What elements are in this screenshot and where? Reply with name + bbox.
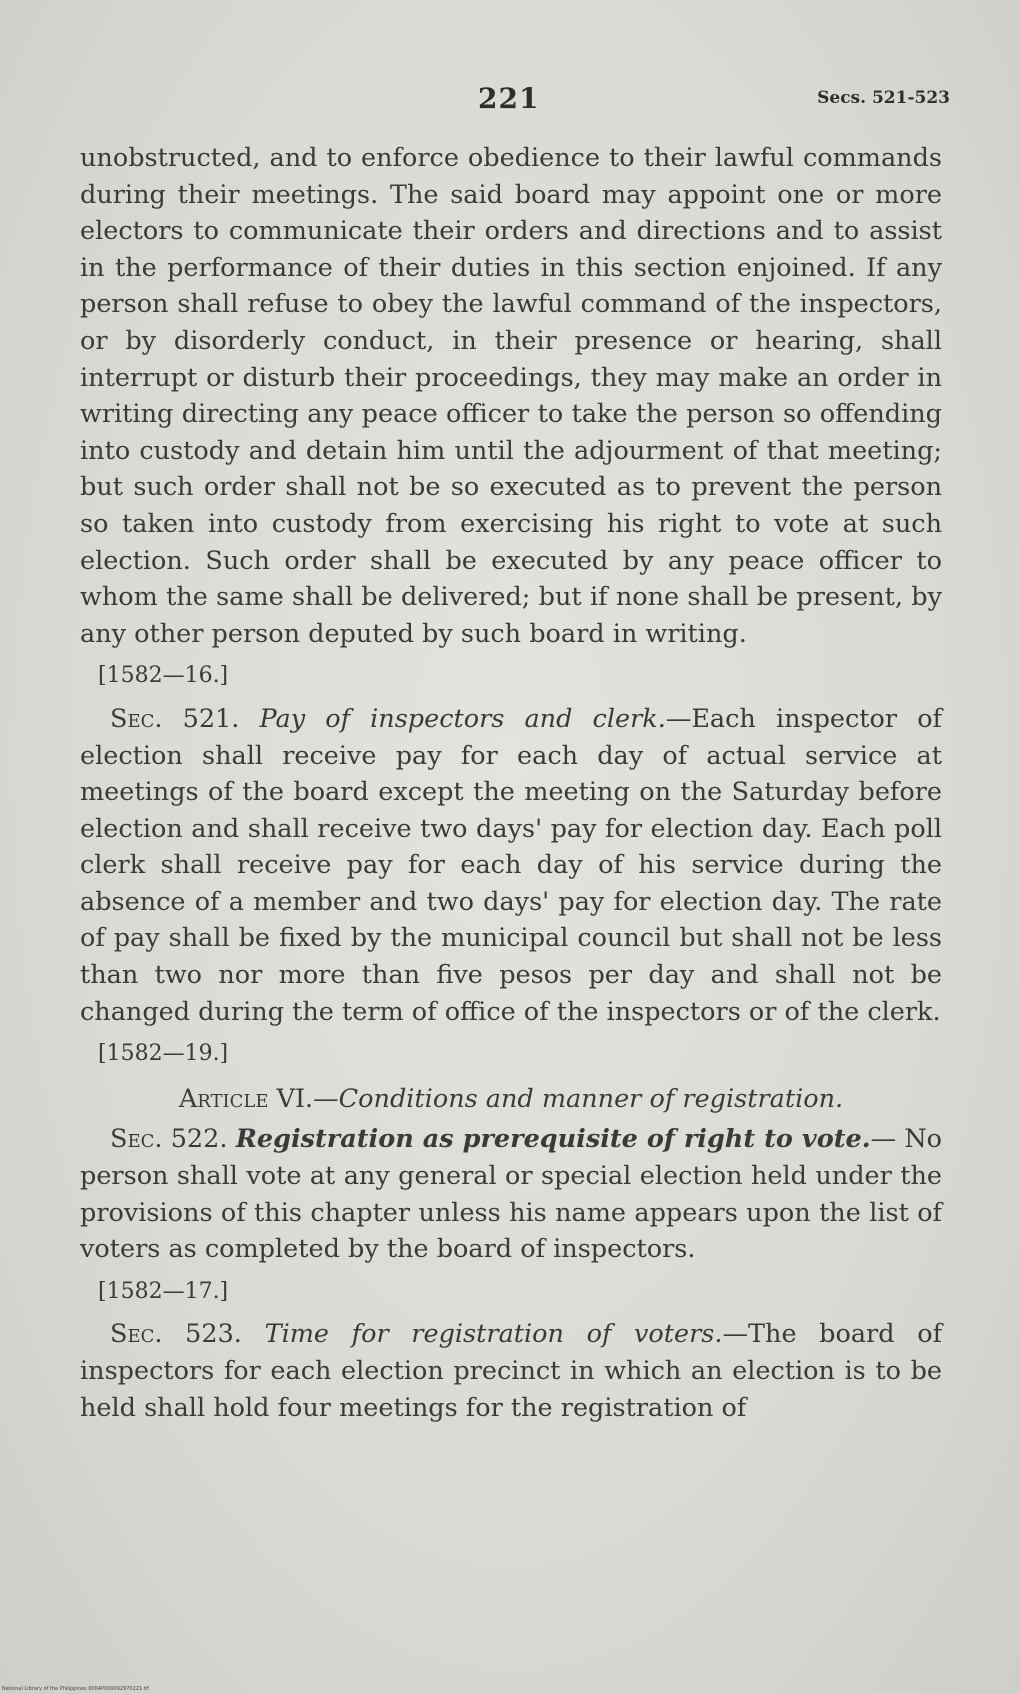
running-head: Secs. 521-523 — [817, 88, 950, 108]
section-label: Sec. 521. — [110, 703, 240, 734]
page-number: 221 — [478, 82, 540, 115]
section-text: — No person shall vote at any general or special election held under the provisions of this chapter unless his name appears upon the list of voters as completed by the board of inspectors. — [80, 1124, 942, 1265]
continuation-paragraph: unobstructed, and to enforce obedience to their lawful commands during their meetings. The said board may appoint one or more electors to communicate their orders and directions and to assist in the performance of their duties in this section enjoined. If any person shall refuse to obey the lawful command of the inspectors, or by disorderly conduct, in their presence or hearing, shall interrupt or disturb their proceedings, they may make an order in writing directing any peace officer to take the person so offending into custody and detain him until the adjourment of that meeting; but such order shall not be so executed as to prevent the person so taken into custody from exercising his right to vote at such election. Such order shall be executed by any peace officer to whom the same shall be delivered; but if none shall be present, by any other person deputed by such board in writing. — [80, 143, 942, 649]
citation: [1582—17.] — [98, 1278, 229, 1304]
citation: [1582—16.] — [98, 663, 229, 689]
section-523 — [80, 1316, 942, 1426]
page-body — [80, 140, 942, 1426]
section-text: —The board of inspectors for each election precinct in which an election is to be held shall hold four meetings for the registration of — [80, 1319, 943, 1423]
section-label: Sec. 523. — [110, 1319, 242, 1350]
section-title: Pay of inspectors and clerk. — [259, 703, 666, 734]
article-title: —Conditions and manner of registration. — [313, 1083, 844, 1114]
section-title: Time for registration of voters. — [264, 1319, 723, 1350]
article-heading — [80, 1081, 942, 1118]
page-header — [80, 82, 950, 122]
citation: [1582—19.] — [98, 1041, 229, 1067]
section-text: —Each inspector of election shall receive pay for each day of actual service at meetings of the board except the meeting on the Saturday before election and shall receive two days' pay for election day. Each poll clerk shall receive pay for each day of his service during the absence of a member and two days' pay for election day. The rate of pay shall be fixed by the municipal council but shall not be less than two nor more than five pesos per day and shall not be changed during the term of office of the inspectors or of the clerk. — [80, 703, 942, 1027]
section-521 — [80, 701, 942, 1030]
section-title: Registration as prerequisite of right to vote. — [235, 1124, 871, 1155]
section-label: Sec. 522. — [110, 1124, 228, 1155]
scan-footer-note: National Library of the Philippines 0064P000092970221.tif — [2, 1686, 149, 1692]
section-522 — [80, 1121, 942, 1267]
article-label: Article VI. — [178, 1083, 314, 1114]
